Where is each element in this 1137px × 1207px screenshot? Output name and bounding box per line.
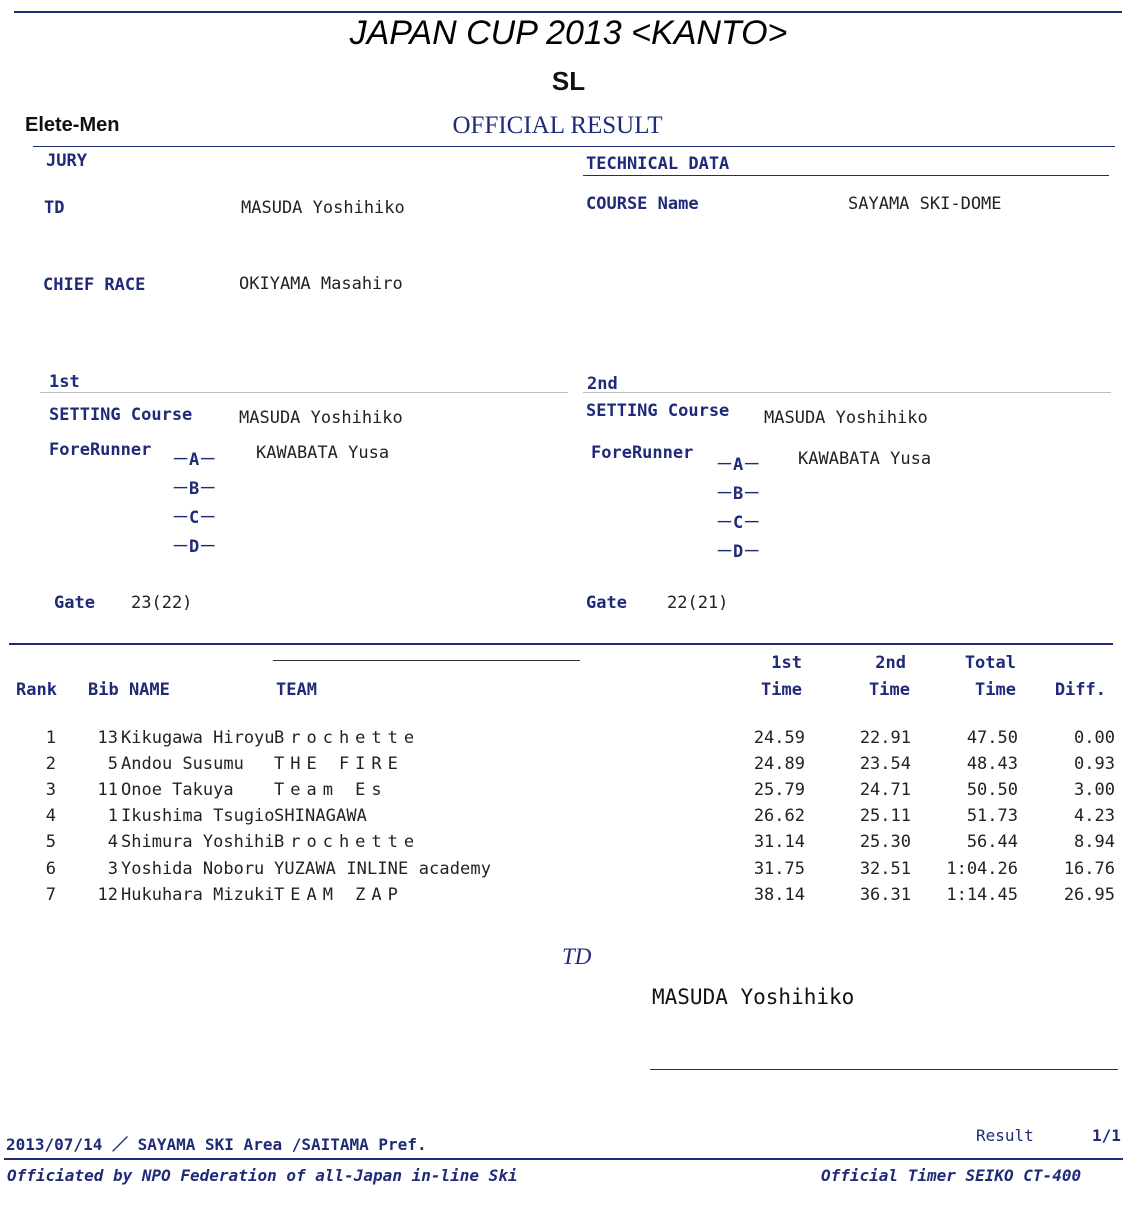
cell-rank: 5 bbox=[45, 832, 56, 852]
cell-rank: 6 bbox=[45, 859, 56, 879]
run1-rule bbox=[40, 392, 568, 393]
cell-total: 56.44 bbox=[966, 832, 1018, 852]
cell-diff: 16.76 bbox=[1063, 859, 1115, 879]
cell-rank: 4 bbox=[45, 806, 56, 826]
col-diff-header: Diff. bbox=[1054, 680, 1106, 700]
run2-gate-value: 22(21) bbox=[667, 593, 729, 613]
run2-forerunner-slot-c: －C－ bbox=[716, 513, 761, 533]
cell-total: 50.50 bbox=[966, 780, 1018, 800]
cell-diff: 26.95 bbox=[1063, 885, 1115, 905]
cell-total: 51.73 bbox=[966, 806, 1018, 826]
cell-time1: 38.14 bbox=[753, 885, 805, 905]
cell-time1: 24.59 bbox=[753, 728, 805, 748]
run1-forerunner-name-a: KAWABATA Yusa bbox=[256, 443, 390, 463]
cell-name: Ikushima Tsugio bbox=[121, 806, 275, 826]
run2-setting-label: SETTING Course bbox=[586, 401, 730, 421]
run1-forerunner-slot-a: －A－ bbox=[172, 450, 217, 470]
col-team-header: TEAM bbox=[276, 680, 317, 700]
course-name-label: COURSE Name bbox=[586, 194, 699, 214]
td-value: MASUDA Yoshihiko bbox=[241, 198, 405, 218]
run2-forerunner-slot-a: －A－ bbox=[716, 455, 761, 475]
cell-time1: 31.75 bbox=[753, 859, 805, 879]
col-time1-header-top: 1st bbox=[771, 653, 802, 673]
col-time2-header-bottom: Time bbox=[869, 680, 910, 700]
cell-total: 47.50 bbox=[966, 728, 1018, 748]
cell-time1: 31.14 bbox=[753, 832, 805, 852]
cell-name: Hukuhara Mizuki bbox=[121, 885, 275, 905]
run1-heading: 1st bbox=[49, 372, 80, 392]
signature-name: MASUDA Yoshihiko bbox=[652, 985, 855, 1009]
cell-diff: 4.23 bbox=[1074, 806, 1115, 826]
run2-forerunner-slot-b: －B－ bbox=[716, 484, 761, 504]
cell-time2: 32.51 bbox=[859, 859, 911, 879]
cell-team: Team Es bbox=[274, 780, 388, 800]
run2-forerunner-name-a: KAWABATA Yusa bbox=[798, 449, 932, 469]
cell-diff: 3.00 bbox=[1074, 780, 1115, 800]
col-bib-name-header: Bib NAME bbox=[88, 680, 170, 700]
col-rank-header: Rank bbox=[16, 680, 57, 700]
cell-name: Kikugawa Hiroyu bbox=[121, 728, 275, 748]
run2-setting-value: MASUDA Yoshihiko bbox=[764, 408, 928, 428]
run2-forerunner-slot-d: －D－ bbox=[716, 542, 761, 562]
footer-date-place: 2013/07/14 ／ SAYAMA SKI Area /SAITAMA Pref. bbox=[6, 1135, 427, 1154]
cell-time1: 24.89 bbox=[753, 754, 805, 774]
cell-total: 1:04.26 bbox=[946, 859, 1018, 879]
cell-time1: 26.62 bbox=[753, 806, 805, 826]
table-top-rule bbox=[9, 643, 1113, 645]
cell-time1: 25.79 bbox=[753, 780, 805, 800]
chief-race-label: CHIEF RACE bbox=[43, 275, 146, 295]
technical-rule bbox=[583, 175, 1109, 176]
cell-time2: 25.30 bbox=[859, 832, 911, 852]
cell-name: Andou Susumu bbox=[121, 754, 244, 774]
cell-total: 48.43 bbox=[966, 754, 1018, 774]
col-total-header-top: Total bbox=[964, 653, 1016, 673]
cell-bib: 1 bbox=[107, 806, 118, 826]
cell-diff: 0.93 bbox=[1074, 754, 1115, 774]
cell-name: Shimura Yoshihi bbox=[121, 832, 275, 852]
cell-bib: 13 bbox=[97, 728, 118, 748]
footer-result-label: Result bbox=[976, 1126, 1034, 1145]
page-title: JAPAN CUP 2013 <KANTO> bbox=[349, 14, 788, 52]
run1-gate-value: 23(22) bbox=[131, 593, 193, 613]
col-time2-header-top: 2nd bbox=[875, 653, 906, 673]
run2-heading: 2nd bbox=[587, 374, 618, 394]
run2-rule bbox=[583, 392, 1111, 393]
cell-time2: 24.71 bbox=[859, 780, 911, 800]
footer-timer: Official Timer SEIKO CT-400 bbox=[821, 1166, 1082, 1185]
jury-heading: JURY bbox=[46, 151, 87, 171]
run1-setting-value: MASUDA Yoshihiko bbox=[239, 408, 403, 428]
cell-team: SHINAGAWA bbox=[274, 806, 368, 826]
technical-data-heading: TECHNICAL DATA bbox=[586, 154, 730, 174]
team-header-rule bbox=[273, 660, 580, 661]
chief-race-value: OKIYAMA Masahiro bbox=[239, 274, 403, 294]
official-result-heading: OFFICIAL RESULT bbox=[452, 112, 663, 139]
run1-setting-label: SETTING Course bbox=[49, 405, 193, 425]
cell-time2: 22.91 bbox=[859, 728, 911, 748]
cell-rank: 1 bbox=[45, 728, 56, 748]
cell-diff: 8.94 bbox=[1074, 832, 1115, 852]
col-time1-header-bottom: Time bbox=[761, 680, 802, 700]
cell-bib: 5 bbox=[107, 754, 118, 774]
cell-team: THE FIRE bbox=[274, 754, 404, 774]
course-name-value: SAYAMA SKI-DOME bbox=[848, 194, 1002, 214]
run1-forerunner-slot-d: －D－ bbox=[172, 537, 217, 557]
run2-forerunner-label: ForeRunner bbox=[591, 443, 694, 463]
run1-gate-label: Gate bbox=[54, 593, 95, 613]
cell-time2: 23.54 bbox=[859, 754, 911, 774]
cell-team: Brochette bbox=[274, 728, 421, 748]
td-label: TD bbox=[44, 198, 65, 218]
signature-line bbox=[650, 1069, 1118, 1070]
signature-label: TD bbox=[562, 944, 592, 969]
cell-bib: 4 bbox=[107, 832, 118, 852]
cell-time2: 25.11 bbox=[859, 806, 911, 826]
cell-rank: 3 bbox=[45, 780, 56, 800]
run1-forerunner-slot-b: －B－ bbox=[172, 479, 217, 499]
cell-team: Brochette bbox=[274, 832, 421, 852]
run1-forerunner-label: ForeRunner bbox=[49, 440, 152, 460]
cell-name: Onoe Takuya bbox=[121, 780, 234, 800]
category-label: Elete-Men bbox=[25, 114, 120, 136]
footer-page-number: 1/1 bbox=[1092, 1126, 1121, 1145]
jury-rule bbox=[33, 146, 1115, 147]
top-rule bbox=[14, 11, 1122, 13]
cell-diff: 0.00 bbox=[1074, 728, 1115, 748]
cell-bib: 11 bbox=[97, 780, 118, 800]
cell-rank: 7 bbox=[45, 885, 56, 905]
footer-officiated: Officiated by NPO Federation of all-Japan in-line Ski bbox=[7, 1166, 518, 1185]
cell-time2: 36.31 bbox=[859, 885, 911, 905]
col-total-header-bottom: Time bbox=[975, 680, 1016, 700]
cell-total: 1:14.45 bbox=[946, 885, 1018, 905]
cell-name: Yoshida Noboru bbox=[121, 859, 265, 879]
cell-team: YUZAWA INLINE academy bbox=[274, 859, 492, 879]
run1-forerunner-slot-c: －C－ bbox=[172, 508, 217, 528]
cell-bib: 3 bbox=[107, 859, 118, 879]
cell-bib: 12 bbox=[97, 885, 118, 905]
footer-rule bbox=[4, 1158, 1123, 1160]
event-code: SL bbox=[551, 66, 586, 96]
run2-gate-label: Gate bbox=[586, 593, 627, 613]
cell-team: TEAM ZAP bbox=[274, 885, 404, 905]
cell-rank: 2 bbox=[45, 754, 56, 774]
